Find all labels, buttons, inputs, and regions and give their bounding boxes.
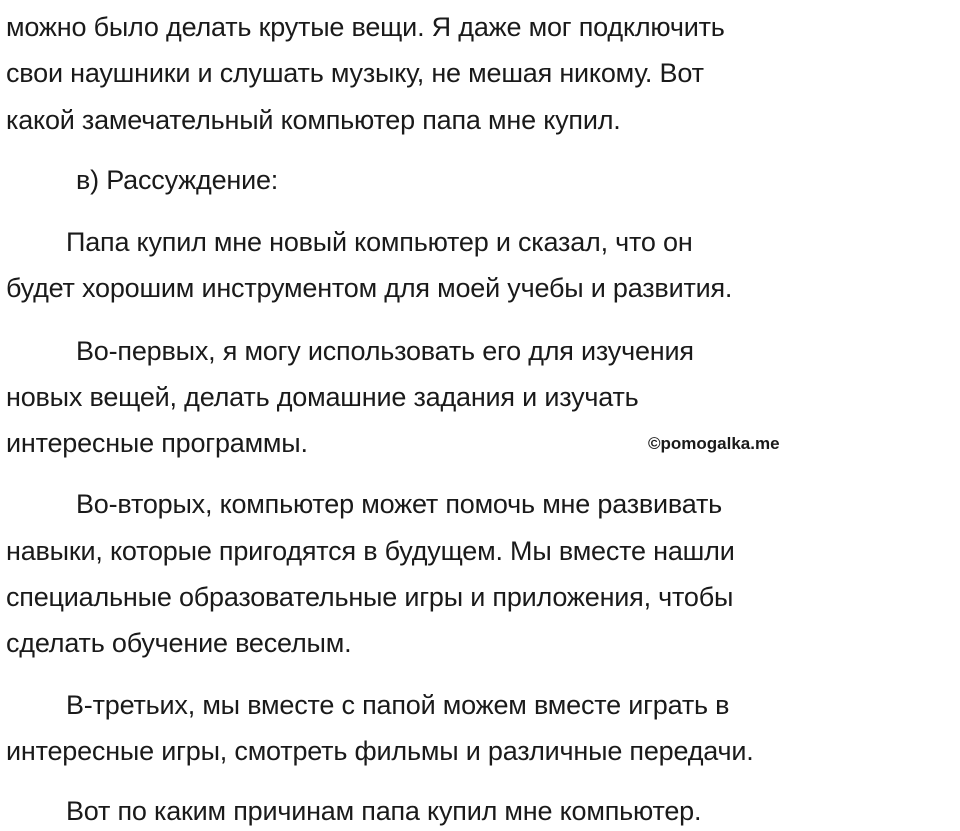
text-line: Папа купил мне новый компьютер и сказал, что он — [66, 227, 693, 257]
text-line: интересные игры, смотреть фильмы и различные передачи. — [6, 736, 754, 766]
text-line: Вот по каким причинам папа купил мне компьютер. — [66, 796, 702, 826]
text-line: сделать обучение веселым. — [6, 628, 352, 658]
text-line: свои наушники и слушать музыку, не мешая никому. Вот — [6, 58, 704, 88]
text-line: В-третьих, мы вместе с папой можем вместе играть в — [66, 690, 730, 720]
text-line: новых вещей, делать домашние задания и изучать — [6, 382, 639, 412]
text-line: какой замечательный компьютер папа мне купил. — [6, 105, 621, 135]
text-line: будет хорошим инструментом для моей учебы и развития. — [6, 273, 733, 303]
text-line: специальные образовательные игры и приложения, чтобы — [6, 582, 734, 612]
text-line: навыки, которые пригодятся в будущем. Мы вместе нашли — [6, 536, 735, 566]
text-line: Во-первых, я могу использовать его для изучения — [76, 336, 694, 366]
section-heading: в) Рассуждение: — [76, 165, 279, 195]
text-line: интересные программы. — [6, 428, 308, 458]
watermark-text: ©pomogalka.me — [648, 434, 780, 453]
text-line: Во-вторых, компьютер может помочь мне развивать — [76, 489, 723, 519]
text-line: можно было делать крутые вещи. Я даже мог подключить — [6, 12, 725, 42]
